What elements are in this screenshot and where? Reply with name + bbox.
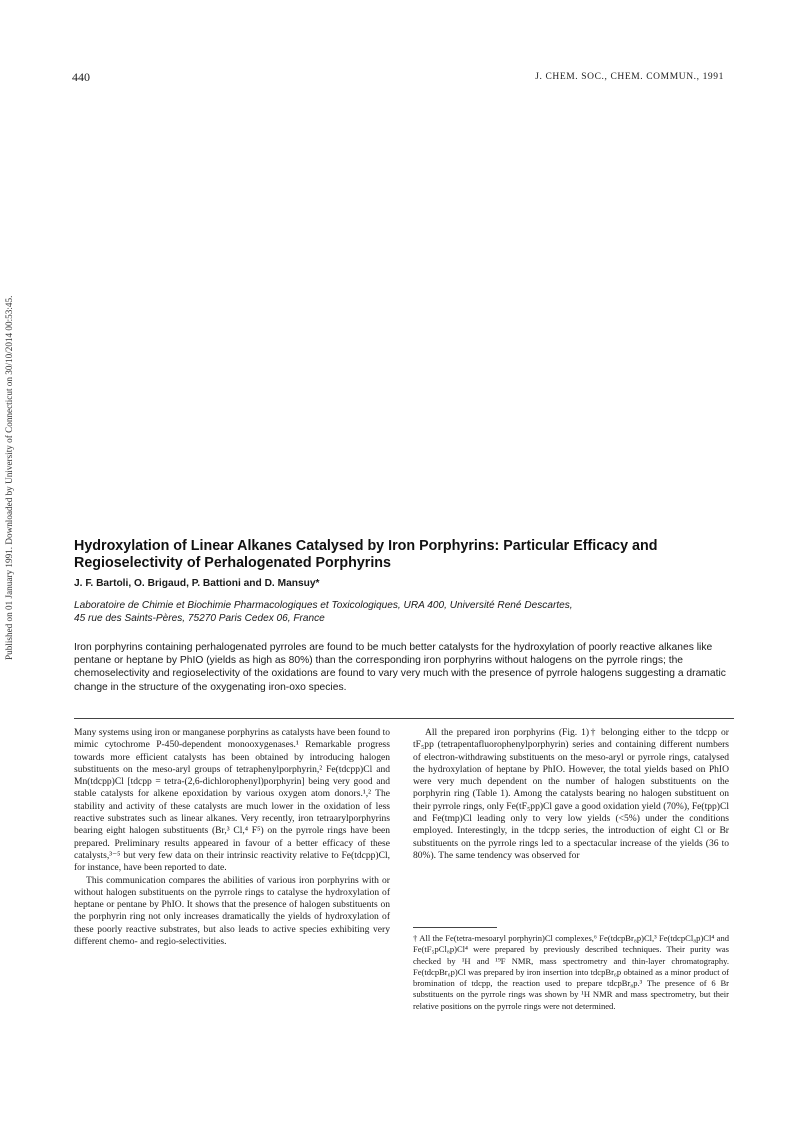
abstract: Iron porphyrins containing perhalogenated pyrroles are found to be much better catalysts for the hydroxylation of poorly reactive alkanes like pentane or heptane by PhIO (yields as high as 80%) than the corresponding iron porphyrins without halogens on the pyrrole rings; the chemoselectivity and regioselectivity of the oxidations are found to vary very much with the presence of pyrrole halogens suggesting a dramatic change in the structure of the oxygenating iron-oxo species.: [74, 642, 726, 693]
footnote: † All the Fe(tetra-mesoaryl porphyrin)Cl complexes,⁶ Fe(tdcpBr₈p)Cl,³ Fe(tdcpCl₈p)Cl⁴ and Fe(tF₅pCl₈p)Cl⁴ were prepared by previously described techniques. Their purity was checked by ¹H and ¹⁹F NMR, mass spectrometry and thin-layer chromatography. Fe(tdcpBr₆p)Cl was prepared by iron insertion into tdcpBr₆p obtained as a minor product of bromination of tdcpp, the reaction used to prepare tdcpBr₈p.³ The presence of 6 Br substituents on the pyrrole rings was shown by ¹H NMR and mass spectrometry, but their relative positions on the pyrrole rings were not determined.: [413, 933, 729, 1011]
affiliation-line-2: 45 rue des Saints-Pères, 75270 Paris Cedex 06, France: [74, 613, 325, 624]
download-notice: Published on 01 January 1991. Downloaded by University of Connecticut on 30/10/2014 00:53:45.: [4, 295, 14, 660]
author-list: J. F. Bartoli, O. Brigaud, P. Battioni and D. Mansuy*: [74, 578, 320, 589]
running-head: J. CHEM. SOC., CHEM. COMMUN., 1991: [535, 72, 724, 82]
body-column-right: [413, 727, 729, 862]
body-column-left: [74, 727, 390, 948]
article-title: Hydroxylation of Linear Alkanes Catalysed by Iron Porphyrins: Particular Efficacy and Regioselectivity of Perhalogenated Porphyrins: [74, 538, 658, 571]
affiliation-line-1: Laboratoire de Chimie et Biochimie Pharmacologiques et Toxicologiques, URA 400, Université René Descartes,: [74, 600, 573, 611]
section-divider: [74, 718, 734, 719]
body-paragraph: Many systems using iron or manganese porphyrins as catalysts have been found to mimic cytochrome P-450-dependent monooxygenases.¹ Remarkable progress towards more efficient catalysts has been obtained by introducing halogen substituents on the meso-aryl groups of tetraphenylporphyrin,² Fe(tdcpp)Cl and Mn(tdcpp)Cl [tdcpp = tetra-(2,6-dichlorophenyl)porphyrin] being very good and stable catalysts for alkene epoxidation by various oxygen atom donors.¹,² The stability and activity of these catalysts are much lower in the oxidation of less reactive substrates such as linear alkanes. Very recently, iron tetraarylporphyrins bearing eight halogen substituents (Br,³ Cl,⁴ F⁵) on the pyrrole rings have been prepared. Preliminary results appeared in favour of a better efficacy of these catalysts,³⁻⁵ but very few data on their intrinsic reactivity relative to Fe(tdcpp)Cl, for instance, have been reported to date.: [74, 727, 390, 874]
page-number: 440: [72, 70, 90, 84]
body-paragraph: This communication compares the abilities of various iron porphyrins with or without halogen substituents on the pyrrole rings to catalyse the hydroxylation of heptane or pentane by PhIO. It shows that the presence of halogen substituents on the porphyrin ring not only increases dramatically the yields of hydroxylation of these poorly reactive substrates, but also leads to active species exhibiting very different chemo- and regio-selectivities.: [74, 874, 390, 948]
affiliation: [74, 599, 744, 625]
body-paragraph: All the prepared iron porphyrins (Fig. 1)† belonging either to the tdcpp or tF₅pp (tetrapentafluorophenylporphyrin) series and containing different numbers of electron-withdrawing substituents on the meso-aryl or pyrrole rings, catalysed the hydroxylation of heptane by PhIO. However, the total yields based on PhIO were very much dependent on the number of halogen substituents on the porphyrin ring (Table 1). Among the catalysts bearing no halogen substituent on their pyrrole rings, only Fe(tF₅pp)Cl gave a good oxidation yield (70%), Fe(tpp)Cl and Fe(tmp)Cl leading only to very low yields (<5%) under the conditions employed. Interestingly, in the tdcpp series, the introduction of eight Cl or Br substituents on the pyrrole rings led to a spectacular increase of the yields (36 to 80%). The same tendency was observed for: [413, 727, 729, 861]
footnote-divider: [413, 927, 497, 928]
